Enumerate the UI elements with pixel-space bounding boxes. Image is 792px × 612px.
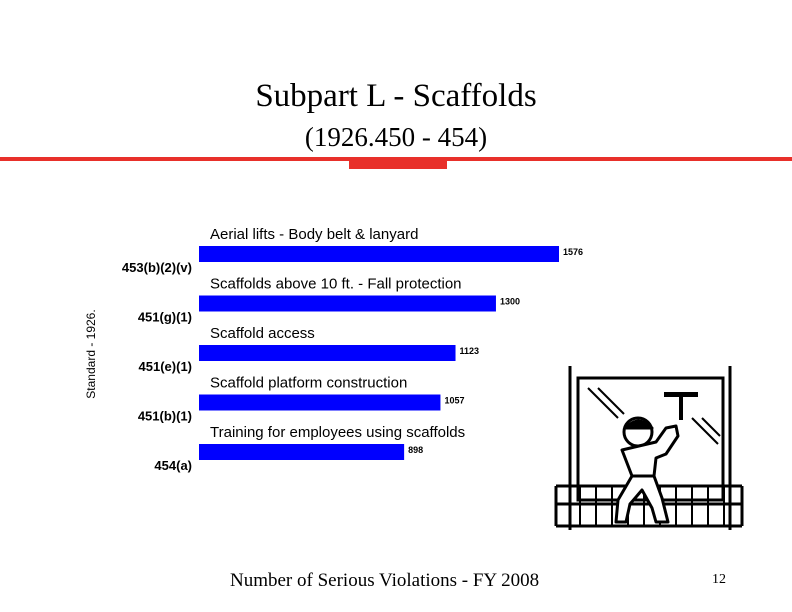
bar-description: Scaffolds above 10 ft. - Fall protection	[210, 275, 462, 293]
page-number: 12	[712, 572, 726, 587]
bars-group	[122, 226, 583, 473]
bar	[199, 345, 456, 361]
bar	[199, 246, 559, 262]
bar	[199, 395, 440, 411]
y-axis-label: Standard - 1926.	[84, 309, 98, 399]
category-tick-label: 453(b)(2)(v)	[121, 260, 192, 275]
bar-value-label: 1057	[444, 395, 465, 406]
slide-title: Subpart L - Scaffolds	[255, 78, 537, 114]
category-tick-label: 451(e)(1)	[138, 359, 192, 374]
category-tick-label: 454(a)	[154, 458, 192, 473]
bar	[199, 444, 404, 460]
window-cleaner-on-scaffold-icon	[552, 358, 744, 536]
bar-value-label: 1576	[563, 247, 584, 257]
bar-description: Scaffold platform construction	[210, 374, 408, 392]
bar-description: Aerial lifts - Body belt & lanyard	[210, 226, 419, 243]
bar-value-label: 1123	[459, 346, 480, 356]
bar-value-label: 898	[408, 445, 424, 455]
bar-value-label: 1300	[499, 296, 520, 307]
category-tick-label: 451(b)(1)	[137, 408, 192, 424]
slide-subtitle: (1926.450 - 454)	[304, 122, 488, 152]
category-tick-label: 451(g)(1)	[137, 309, 192, 325]
bar	[199, 296, 496, 312]
chart-caption: Number of Serious Violations - FY 2008	[230, 570, 540, 591]
bar-description: Training for employees using scaffolds	[210, 424, 466, 441]
bar-description: Scaffold access	[210, 325, 315, 342]
